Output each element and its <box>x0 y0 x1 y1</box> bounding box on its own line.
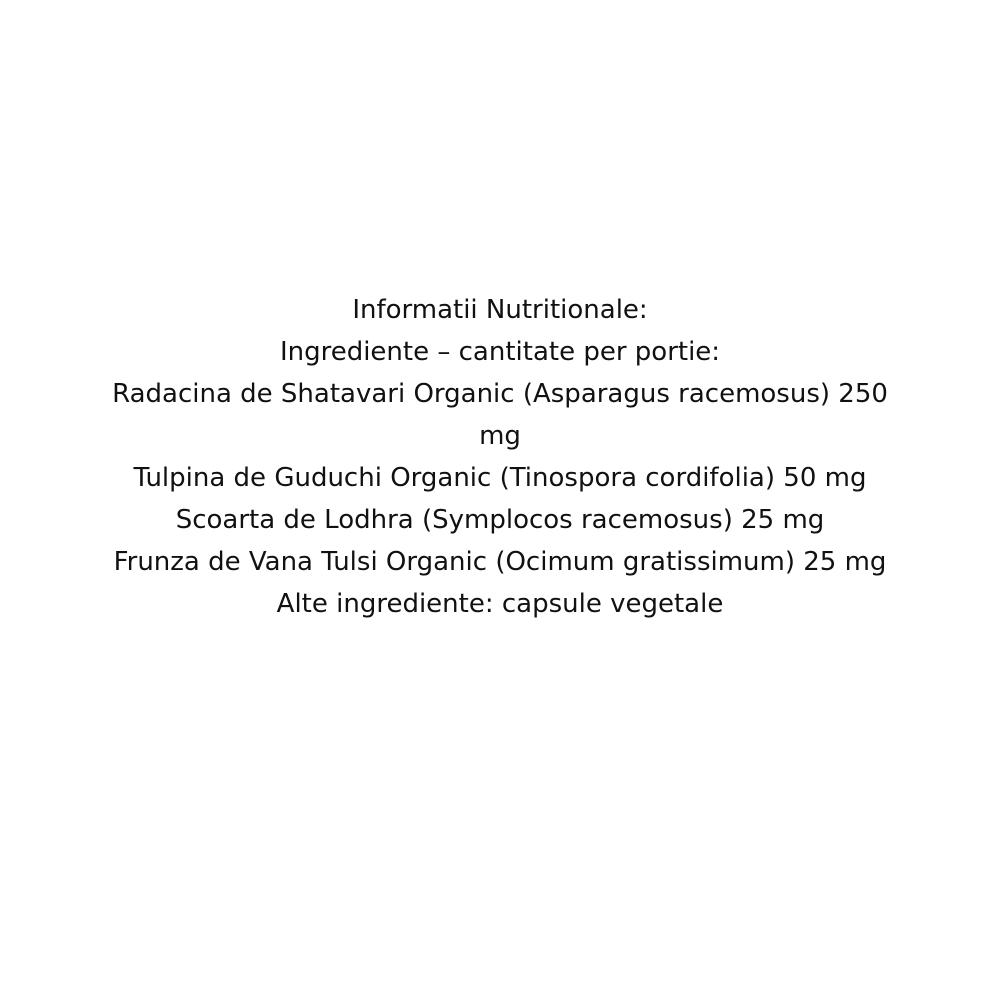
nutrition-title: Informatii Nutritionale: <box>352 295 648 325</box>
ingredients-subtitle: Ingrediente – cantitate per portie: <box>279 337 721 367</box>
nutrition-info-block <box>90 289 910 625</box>
ingredient-item: Scoarta de Lodhra (Symplocos racemosus) 25 mg <box>175 505 825 535</box>
ingredient-item: Frunza de Vana Tulsi Organic (Ocimum gratissimum) 25 mg <box>113 547 887 577</box>
ingredient-item: Radacina de Shatavari Organic (Asparagus racemosus) 250 mg <box>112 379 888 451</box>
ingredient-item: Tulpina de Guduchi Organic (Tinospora cordifolia) 50 mg <box>133 463 867 493</box>
other-ingredients: Alte ingrediente: capsule vegetale <box>276 589 724 619</box>
